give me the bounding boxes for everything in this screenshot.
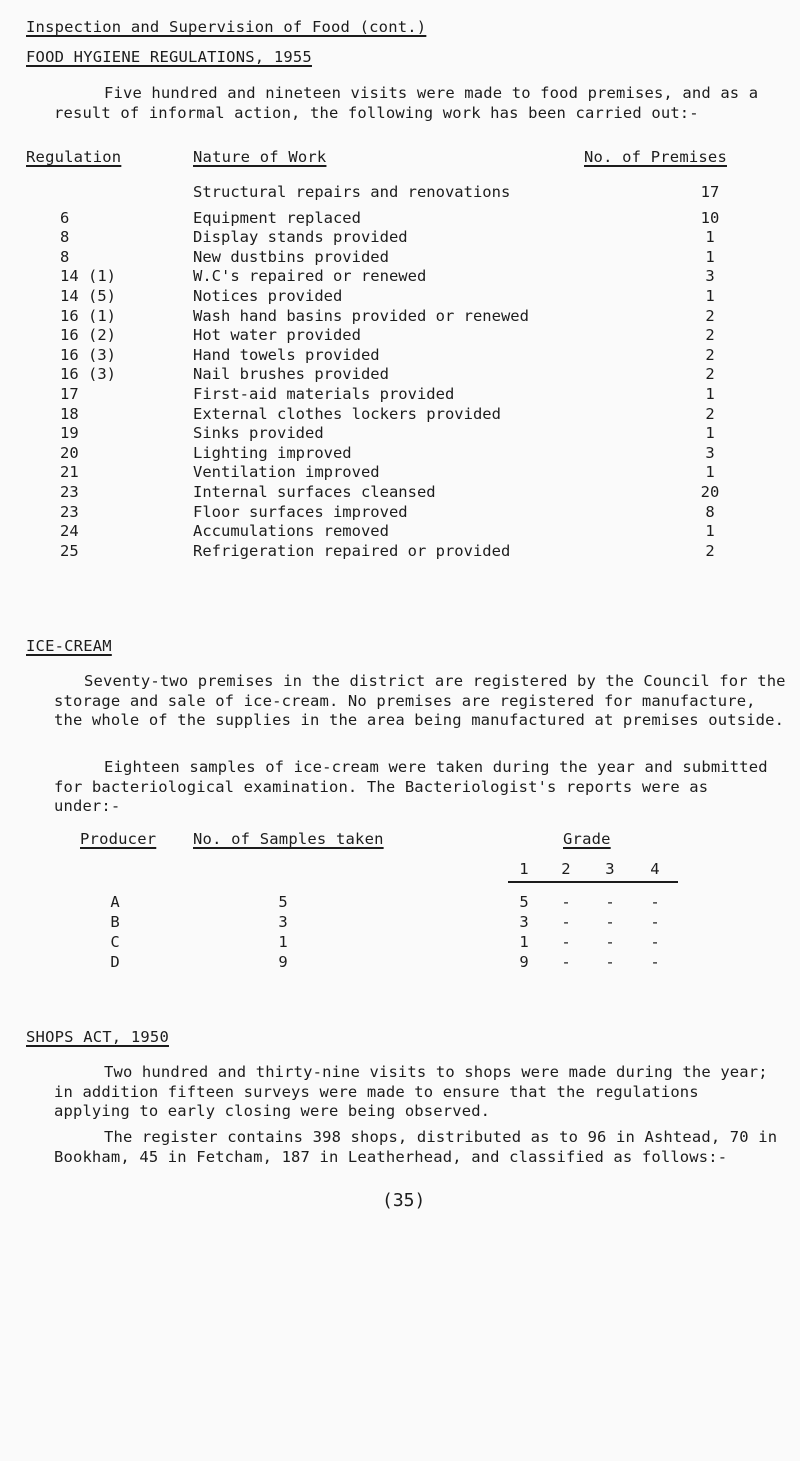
premises-count-cell: 1 (705, 228, 715, 247)
table-row (0, 483, 800, 501)
table-row (0, 444, 800, 462)
col-samples-header: No. of Samples taken (193, 830, 384, 848)
work-cell: Nail brushes provided (193, 365, 389, 384)
work-cell: Sinks provided (193, 424, 324, 443)
page-number: (35) (382, 1190, 426, 1211)
premises-count-cell: 1 (705, 424, 715, 443)
grade-4-cell: - (650, 933, 660, 951)
work-cell: W.C's repaired or renewed (193, 267, 427, 286)
grade-3-cell: - (605, 893, 615, 911)
grade-2-cell: - (561, 913, 571, 931)
col-grade-header: Grade (563, 830, 611, 848)
table-row (0, 248, 800, 266)
table-row (0, 346, 800, 364)
work-cell: Ventilation improved (193, 463, 380, 482)
grade-2-cell: - (561, 933, 571, 951)
table-row (0, 953, 800, 971)
table-row (0, 209, 800, 227)
grade-1-cell: 5 (519, 893, 529, 911)
grade-1-cell: 9 (519, 953, 529, 971)
ice-cream-para-1: Seventy-two premises in the district are registered by the Council for the storage and sale of ice-cream. No premises are registered for manufacture, the whole of the supplies in the area being manufactured at premises outside. (54, 672, 786, 729)
work-cell: Floor surfaces improved (193, 502, 408, 521)
regulation-cell: 19 (60, 424, 79, 443)
premises-count-cell: 17 (700, 183, 720, 201)
work-cell: Display stands provided (193, 228, 408, 247)
premises-count-cell: 1 (705, 522, 715, 541)
table-row (0, 503, 800, 521)
producer-cell: D (110, 953, 120, 971)
page-header: Inspection and Supervision of Food (cont.) (26, 18, 427, 36)
producer-cell: A (110, 893, 120, 911)
table-row (0, 183, 800, 201)
premises-count-cell: 2 (705, 365, 715, 384)
premises-count-cell: 1 (705, 247, 715, 266)
food-hygiene-intro: Five hundred and nineteen visits were made to food premises, and as a result of informal action, the following work has been carried out:- (54, 84, 759, 122)
premises-count-cell: 1 (705, 385, 715, 403)
grade-2-cell: - (561, 893, 571, 911)
premises-count-cell: 20 (700, 483, 720, 501)
grade-header-4: 4 (650, 860, 660, 878)
col-regulation-header: Regulation (26, 148, 122, 166)
table-row (0, 267, 800, 285)
grade-1-cell: 1 (519, 933, 529, 951)
table-row (0, 365, 800, 383)
premises-count-cell: 2 (705, 306, 715, 325)
regulation-cell: 16 (1) (60, 306, 116, 325)
table-row (0, 542, 800, 560)
shops-act-para-1: Two hundred and thirty-nine visits to shops were made during the year; in addition fifteen surveys were made to ensure that the regulations applying to early closing were being observed. (54, 1063, 768, 1120)
shops-act-para-2: The register contains 398 shops, distributed as to 96 in Ashtead, 70 in Bookham, 45 in Fetcham, 187 in Leatherhead, and classified as follows:- (54, 1128, 778, 1166)
premises-count-cell: 1 (705, 287, 715, 305)
regulation-cell: 23 (60, 502, 79, 521)
grade-header-2: 2 (561, 860, 571, 878)
premises-count-cell: 10 (700, 208, 720, 227)
work-cell: Hand towels provided (193, 345, 380, 364)
food-hygiene-heading: FOOD HYGIENE REGULATIONS, 1955 (26, 48, 312, 66)
table-row (0, 326, 800, 344)
table-row (0, 307, 800, 325)
samples-cell: 1 (278, 933, 288, 951)
grade-2-cell: - (561, 953, 571, 971)
producer-cell: C (110, 933, 120, 951)
work-cell: Hot water provided (193, 326, 361, 345)
table-row (0, 913, 800, 931)
premises-count-cell: 3 (705, 443, 715, 462)
work-cell: Structural repairs and renovations (193, 183, 511, 201)
grade-4-cell: - (650, 893, 660, 911)
work-cell: Refrigeration repaired or provided (193, 541, 511, 560)
premises-count-cell: 3 (705, 267, 715, 286)
table-row (0, 933, 800, 951)
premises-count-cell: 1 (705, 463, 715, 482)
premises-count-cell: 2 (705, 345, 715, 364)
grade-3-cell: - (605, 933, 615, 951)
grade-3-cell: - (605, 913, 615, 931)
regulation-cell: 18 (60, 404, 79, 423)
table-row (0, 463, 800, 481)
regulation-cell: 17 (60, 385, 79, 403)
premises-count-cell: 2 (705, 326, 715, 345)
grade-4-cell: - (650, 953, 660, 971)
regulation-cell: 21 (60, 463, 79, 482)
regulation-cell: 23 (60, 483, 79, 501)
table-row (0, 424, 800, 442)
ice-cream-heading: ICE-CREAM (26, 637, 112, 655)
grade-underline (508, 881, 678, 883)
samples-cell: 9 (278, 953, 288, 971)
table-row (0, 228, 800, 246)
regulation-cell: 6 (60, 208, 70, 227)
premises-count-cell: 2 (705, 541, 715, 560)
work-cell: Equipment replaced (193, 208, 361, 227)
work-cell: New dustbins provided (193, 247, 389, 266)
regulation-cell: 14 (1) (60, 267, 116, 286)
regulation-cell: 8 (60, 228, 70, 247)
samples-cell: 3 (278, 913, 288, 931)
regulation-cell: 25 (60, 541, 79, 560)
work-cell: External clothes lockers provided (193, 404, 501, 423)
work-cell: First-aid materials provided (193, 385, 455, 403)
shops-act-heading: SHOPS ACT, 1950 (26, 1028, 169, 1046)
grade-4-cell: - (650, 913, 660, 931)
regulation-cell: 16 (3) (60, 345, 116, 364)
work-cell: Wash hand basins provided or renewed (193, 306, 529, 325)
grade-header-1: 1 (519, 860, 529, 878)
grade-header-3: 3 (605, 860, 615, 878)
work-cell: Internal surfaces cleansed (193, 483, 436, 501)
samples-cell: 5 (278, 893, 288, 911)
table-row (0, 893, 800, 911)
producer-cell: B (110, 913, 120, 931)
work-cell: Accumulations removed (193, 522, 389, 541)
table-row (0, 522, 800, 540)
col-work-header: Nature of Work (193, 148, 327, 166)
grade-3-cell: - (605, 953, 615, 971)
col-premises-header: No. of Premises (584, 148, 727, 166)
work-cell: Notices provided (193, 287, 343, 305)
regulation-cell: 8 (60, 247, 70, 266)
regulation-cell: 20 (60, 443, 79, 462)
work-cell: Lighting improved (193, 443, 352, 462)
table-row (0, 385, 800, 403)
grade-1-cell: 3 (519, 913, 529, 931)
regulation-cell: 16 (3) (60, 365, 116, 384)
col-producer-header: Producer (80, 830, 157, 848)
regulation-cell: 24 (60, 522, 79, 541)
table-row (0, 405, 800, 423)
table-row (0, 287, 800, 305)
regulation-cell: 16 (2) (60, 326, 116, 345)
premises-count-cell: 2 (705, 404, 715, 423)
regulation-cell: 14 (5) (60, 287, 116, 305)
ice-cream-para-2: Eighteen samples of ice-cream were taken during the year and submitted for bacteriological examination. The Bacteriologist's reports were as under:- (54, 758, 768, 815)
premises-count-cell: 8 (705, 502, 715, 521)
